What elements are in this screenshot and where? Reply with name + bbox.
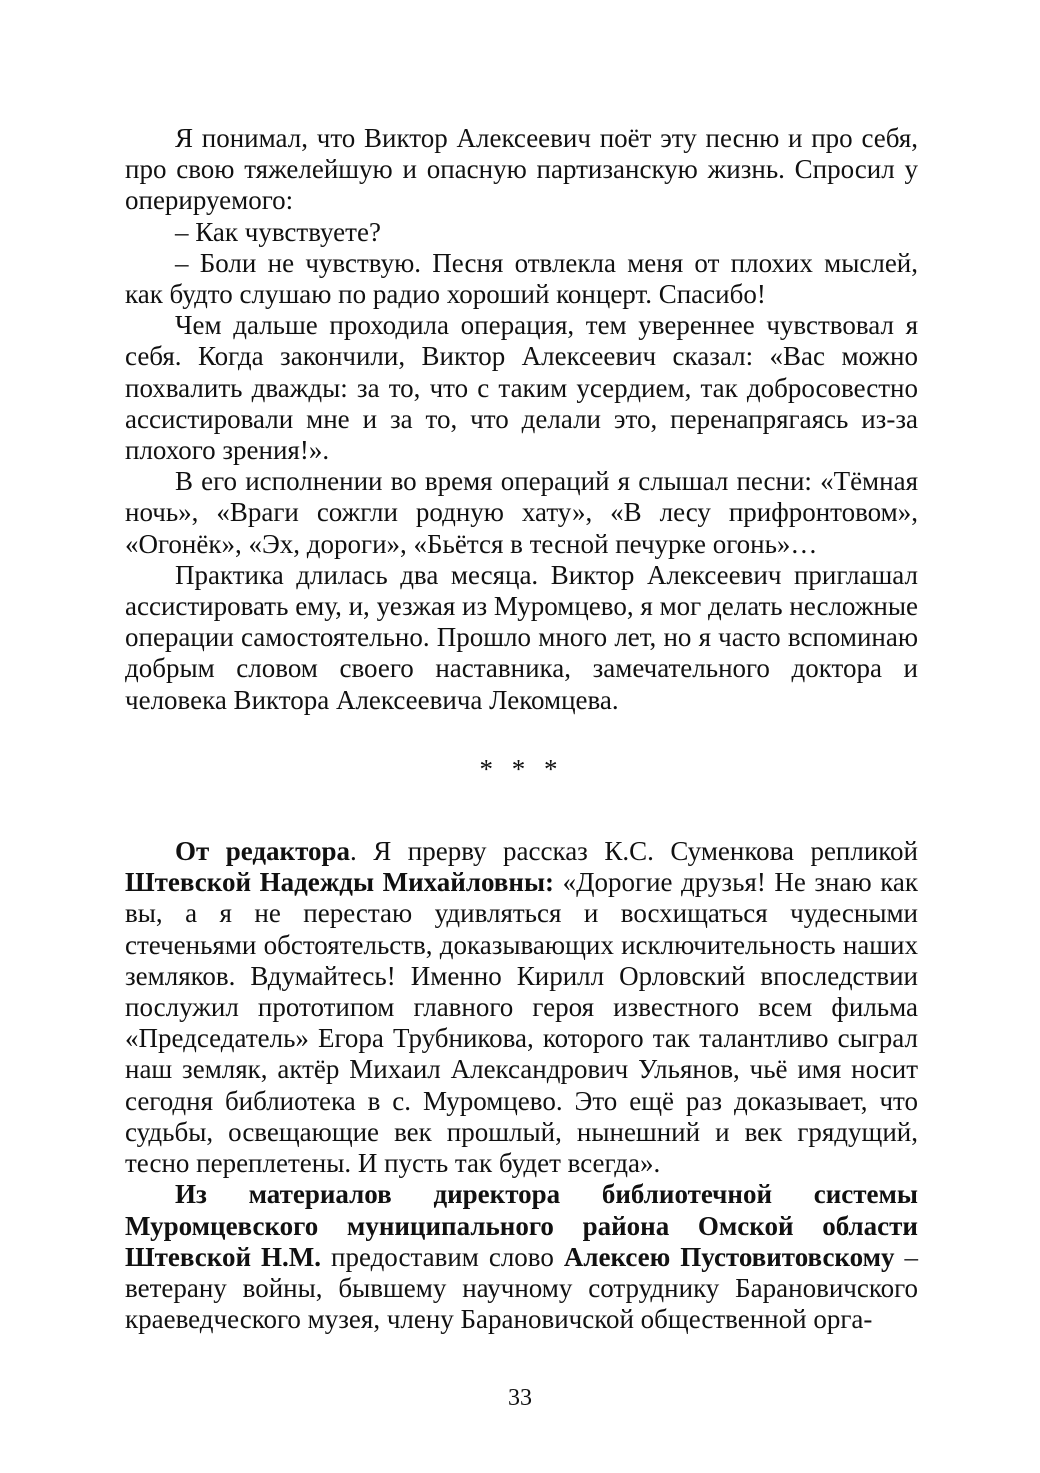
materials-source: Из материалов директора библиотечной системы Муромцевского муниципального района Омской области Штевской Н.М.: [125, 1179, 918, 1272]
paragraph-surgeon-song: Я понимал, что Виктор Алексеевич поёт эту песню и про себя, про свою тяжелейшую и опасную партизанскую жизнь. Спросил у оперируемого:: [125, 123, 918, 216]
dialogue-answer: – Боли не чувствую. Песня отвлекла меня от плохих мыслей, как будто слушаю по радио хороший концерт. Спасибо!: [125, 247, 918, 310]
page-body: [125, 123, 918, 1335]
materials-person: Алексею Пустовитовскому: [563, 1241, 895, 1272]
section-separator: * * *: [479, 753, 564, 784]
editor-quoted-name: Штевской Надежды Михайловны:: [125, 867, 555, 898]
materials-text-2: – ветерану войны, бывшему научному сотруднику Барановичского краеведческого музея, члену Барановичской общественной орга-: [125, 1241, 918, 1335]
editor-paragraph: [125, 836, 918, 1179]
paragraph-songs-list: В его исполнении во время операций я слышал песни: «Тёмная ночь», «Враги сожгли родную хату», «В лесу прифронтовом», «Огонёк», «Эх, дороги», «Бьётся в тесной печурке огонь»…: [125, 466, 918, 559]
editor-lead: От редактора: [175, 836, 351, 867]
dialogue-question: – Как чувствуете?: [175, 216, 381, 247]
editor-lead-text: . Я прерву рассказ К.С. Суменкова репликой: [350, 836, 918, 867]
materials-paragraph: [125, 1179, 918, 1335]
paragraph-practice: Практика длилась два месяца. Виктор Алексеевич приглашал ассистировать ему, и, уезжая из Муромцево, я мог делать несложные операции самостоятельно. Прошло много лет, но я часто вспоминаю добрым словом своего наставника, замечательного доктора и человека Виктора Алексеевича Лекомцева.: [125, 559, 918, 715]
editor-quote: «Дорогие друзья! Не знаю как вы, а я не перестаю удивляться и восхищаться чудесными стеченьями обстоятельств, доказывающих исключительность наших земляков. Вдумайтесь! Именно Кирилл Орловский впоследствии послужил прототипом главного героя известного всем фильма «Председатель» Егора Трубникова, которого так талантливо сыграл наш земляк, актёр Михаил Александрович Ульянов, чьё имя носит сегодня библиотека в с. Муромцево. Это ещё раз доказывает, что судьбы, освещающие век прошлый, нынешний и век грядущий, тесно переплетены. И пусть так будет всегда».: [125, 867, 919, 1179]
materials-text-1: предоставим слово: [321, 1241, 564, 1272]
paragraph-operation-praise: Чем дальше проходила операция, тем увереннее чувствовал я себя. Когда закончили, Виктор Алексеевич сказал: «Вас можно похвалить дважды: за то, что с таким усердием, так добросовестно ассистировали мне и за то, что делали это, перенапрягаясь из-за плохого зрения!».: [125, 310, 918, 466]
page-number: 33: [508, 1385, 532, 1411]
editor-section: [125, 836, 918, 1335]
